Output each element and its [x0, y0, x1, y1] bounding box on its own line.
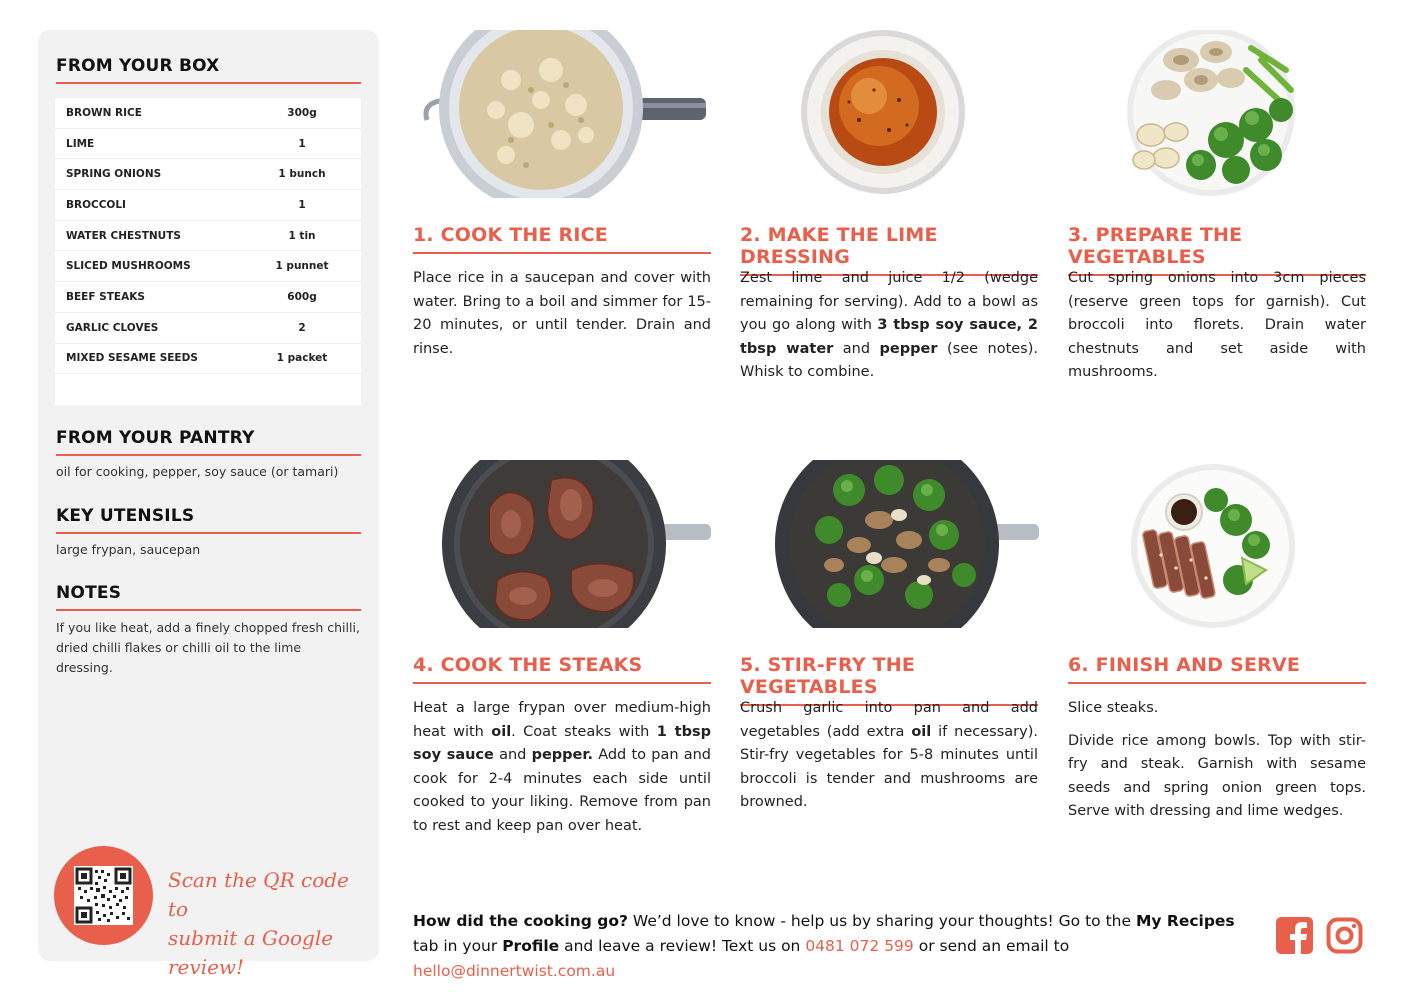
- rice-strainer-image: [411, 30, 711, 198]
- step-text-bold: 3 tbsp soy sauce, 2 tbsp water: [740, 317, 1038, 357]
- step-5-text: [740, 697, 1038, 815]
- pantry-text: oil for cooking, pepper, soy sauce (or tamari): [56, 464, 339, 479]
- step-4-title: 4. COOK THE STEAKS: [413, 654, 711, 684]
- ingredient-quantity: 1 packet: [276, 352, 328, 365]
- step-4-text: [413, 697, 711, 838]
- step-text-segment: Slice steaks.: [1068, 700, 1159, 716]
- step-text-segment: Add to pan and cook for 2-4 minutes each side until cooked to your liking. Remove from pan to rest and keep pan over heat.: [413, 747, 712, 834]
- footer-text-segment: We’d love to know - help us by sharing your thoughts! Go to the: [627, 912, 1136, 930]
- box-ingredient-row: [55, 159, 361, 190]
- step-paragraph: [1068, 730, 1366, 824]
- ingredient-name: SLICED MUSHROOMS: [66, 260, 191, 273]
- step-6-title: 6. FINISH AND SERVE: [1068, 654, 1366, 684]
- box-ingredient-row: [55, 251, 361, 282]
- from-your-box-title: FROM YOUR BOX: [56, 56, 361, 84]
- lime-dressing-bowl-image: [739, 30, 1039, 198]
- step-5-title: 5. STIR-FRY THE VEGETABLES: [740, 654, 1038, 706]
- step-text-segment: (see notes). Whisk to combine.: [740, 340, 1038, 380]
- notes-text: If you like heat, add a finely chopped fresh chilli, dried chilli flakes or chilli oil to the lime dressing.: [56, 620, 360, 675]
- ingredient-name: BEEF STEAKS: [66, 290, 145, 303]
- ingredient-quantity: 600g: [287, 290, 317, 303]
- contact-link[interactable]: hello@dinnertwist.com.au: [413, 962, 616, 980]
- stir-fry-frypan-image: [739, 460, 1039, 628]
- step-text-segment: and: [833, 340, 880, 357]
- qr-review-prompt: [168, 866, 368, 982]
- footer-text-segment: Profile: [502, 937, 560, 955]
- step-text-segment: Cut spring onions into 3cm pieces (reserve green tops for garnish). Cut broccoli into florets. Drain water chestnuts and set aside with mushrooms.: [1068, 270, 1366, 380]
- step-text-bold: pepper.: [531, 747, 593, 763]
- instagram-icon[interactable]: [1326, 917, 1363, 954]
- box-ingredient-row: [55, 190, 361, 221]
- box-ingredient-row: [55, 98, 361, 129]
- step-text-segment: Crush garlic into pan and add vegetables (add extra: [740, 700, 1038, 740]
- step-text-bold: 1 tbsp soy sauce: [413, 723, 711, 763]
- ingredient-name: WATER CHESTNUTS: [66, 229, 181, 242]
- ingredient-name: MIXED SESAME SEEDS: [66, 352, 198, 365]
- ingredient-quantity: 1 tin: [288, 229, 316, 242]
- ingredient-name: SPRING ONIONS: [66, 168, 162, 181]
- contact-link[interactable]: 0481 072 599: [805, 937, 914, 955]
- footer-text-segment: How did the cooking go?: [413, 912, 628, 930]
- utensils-text: large frypan, saucepan: [56, 542, 201, 557]
- step-text-segment: if necessary). Stir-fry vegetables for 5-8 minutes until broccoli is tender and mushrooms are browned.: [740, 723, 1038, 810]
- footer-text-segment: and leave a review! Text us on: [559, 937, 806, 955]
- facebook-icon[interactable]: [1276, 917, 1313, 954]
- ingredient-name: BROWN RICE: [66, 106, 142, 119]
- ingredient-name: BROCCOLI: [66, 198, 126, 211]
- ingredient-quantity: 1: [298, 198, 306, 211]
- footer-text-segment: or send an email to: [913, 937, 1070, 955]
- step-text-segment: Heat a large frypan over medium-high heat with: [413, 700, 711, 740]
- step-text-segment: and: [493, 747, 532, 763]
- ingredient-quantity: 300g: [287, 106, 317, 119]
- box-ingredient-row: [55, 221, 361, 252]
- step-2-text: [740, 267, 1038, 385]
- ingredient-quantity: 1 punnet: [275, 260, 329, 273]
- qr-badge: [54, 846, 153, 945]
- steaks-frypan-image: [411, 460, 711, 628]
- step-text-bold: pepper: [879, 340, 938, 357]
- step-text-segment: Zest lime and juice 1/2 (wedge remaining for serving). Add to a bowl as you go along with: [740, 270, 1038, 333]
- finished-bowl-image: [1066, 460, 1366, 628]
- step-3-title: 3. PREPARE THE VEGETABLES: [1068, 224, 1366, 276]
- qr-line-1: Scan the QR code to: [168, 868, 349, 921]
- ingredient-quantity: 1 bunch: [278, 168, 326, 181]
- step-3-text: [1068, 267, 1366, 385]
- box-ingredient-row: [55, 313, 361, 344]
- step-1-title: 1. COOK THE RICE: [413, 224, 711, 254]
- step-6-text: [1068, 697, 1366, 824]
- step-1-text: [413, 267, 711, 361]
- ingredients-sidebar: [38, 30, 379, 979]
- key-utensils-title: KEY UTENSILS: [56, 506, 361, 534]
- step-text-bold: oil: [491, 723, 512, 740]
- prepared-vegetables-image: [1066, 30, 1366, 198]
- box-ingredient-row: [55, 344, 361, 375]
- box-ingredient-row: [55, 129, 361, 160]
- box-ingredients-table: [55, 98, 361, 405]
- step-paragraph: [1068, 697, 1366, 721]
- from-your-pantry-title: FROM YOUR PANTRY: [56, 428, 361, 456]
- box-ingredient-row: [55, 282, 361, 313]
- step-text-segment: Divide rice among bowls. Top with stir-fry and steak. Garnish with sesame seeds and spring onion green tops. Serve with dressing and lime wedges.: [1068, 732, 1366, 819]
- ingredient-quantity: 1: [298, 137, 306, 150]
- step-text-segment: Place rice in a saucepan and cover with water. Bring to a boil and simmer for 15-20 minutes, or until tender. Drain and rinse.: [413, 270, 711, 357]
- step-2-title: 2. MAKE THE LIME DRESSING: [740, 224, 1038, 276]
- step-text-segment: . Coat steaks with: [511, 723, 657, 740]
- ingredient-name: LIME: [66, 137, 95, 150]
- footer-text-segment: tab in your: [413, 937, 503, 955]
- qr-line-2: submit a Google review!: [168, 926, 334, 979]
- review-footer-text: [413, 909, 1263, 984]
- qr-code-icon[interactable]: [74, 866, 133, 925]
- ingredient-name: GARLIC CLOVES: [66, 321, 159, 334]
- ingredient-quantity: 2: [298, 321, 306, 334]
- notes-title: NOTES: [56, 583, 361, 611]
- step-text-bold: oil: [911, 723, 932, 740]
- footer-text-segment: My Recipes: [1135, 912, 1235, 930]
